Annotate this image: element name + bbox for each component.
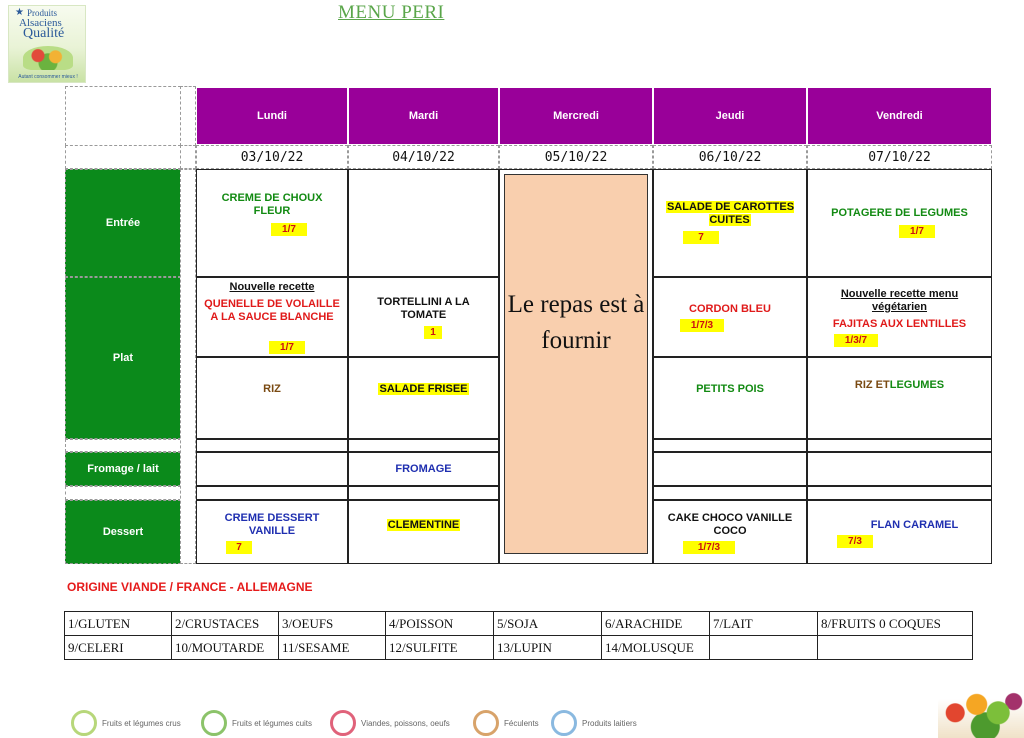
logo bbox=[8, 5, 86, 83]
allergen-cell: 5/SOJA bbox=[494, 612, 602, 636]
spacer-cell bbox=[180, 145, 196, 169]
allergen-code: 7 bbox=[226, 541, 252, 554]
entree-jeudi bbox=[653, 169, 807, 277]
spacer-column bbox=[180, 169, 196, 564]
corner-cell bbox=[65, 86, 181, 146]
spacer-row-cell bbox=[348, 439, 499, 452]
corner-cell bbox=[65, 145, 181, 169]
plat-lundi bbox=[196, 277, 348, 357]
logo-line-2: Alsaciens bbox=[19, 17, 62, 29]
spacer-row-cell bbox=[807, 486, 992, 500]
day-header-vendredi: Vendredi bbox=[807, 87, 992, 145]
date-mardi: 04/10/22 bbox=[348, 145, 499, 169]
vegetables-icon bbox=[23, 46, 73, 70]
legend-item-fruits-crus bbox=[71, 710, 181, 736]
legend-item-feculents bbox=[473, 710, 539, 736]
dish-name bbox=[654, 201, 806, 227]
fromage-lundi bbox=[196, 452, 348, 486]
fruits-cooked-icon bbox=[201, 710, 227, 736]
date-lundi: 03/10/22 bbox=[196, 145, 348, 169]
dessert-lundi bbox=[196, 500, 348, 564]
fruits-raw-icon bbox=[71, 710, 97, 736]
day-header-lundi: Lundi bbox=[196, 87, 348, 145]
dish-name-highlight: CLEMENTINE bbox=[387, 519, 460, 531]
table-row bbox=[65, 612, 973, 636]
fromage-vendredi bbox=[807, 452, 992, 486]
category-fromage: Fromage / lait bbox=[65, 452, 181, 486]
legend-item-viandes bbox=[330, 710, 450, 736]
dessert-vendredi bbox=[807, 500, 992, 564]
spacer-row-cell bbox=[196, 439, 348, 452]
dish-name-part-2: LEGUMES bbox=[889, 379, 945, 391]
spacer-row-cell bbox=[348, 486, 499, 500]
dish-name-highlight: SALADE FRISEE bbox=[379, 383, 468, 395]
allergen-cell: 13/LUPIN bbox=[494, 636, 602, 660]
dish-name: FAJITAS AUX LENTILLES bbox=[832, 318, 967, 330]
dish-name-part-1: RIZ ET bbox=[854, 379, 890, 391]
dish-name-highlight: SALADE DE CAROTTES CUITES bbox=[666, 201, 795, 226]
allergen-cell: 9/CELERI bbox=[65, 636, 172, 660]
allergen-code: 1/7 bbox=[269, 341, 305, 354]
date-vendredi: 07/10/22 bbox=[807, 145, 992, 169]
date-mercredi: 05/10/22 bbox=[499, 145, 653, 169]
dish-name bbox=[349, 383, 498, 396]
legend-label: Fruits et légumes crus bbox=[102, 718, 181, 728]
dish-name: FROMAGE bbox=[395, 463, 452, 475]
logo-line-1: Produits bbox=[27, 8, 58, 18]
legend-label: Féculents bbox=[504, 718, 539, 728]
allergen-code: 1/3/7 bbox=[834, 334, 878, 347]
dish-name: QUENELLE DE VOLAILLE A LA SAUCE BLANCHE bbox=[204, 298, 340, 323]
logo-tagline: Autant consommer mieux ! bbox=[18, 74, 78, 80]
entree-mardi bbox=[348, 169, 499, 277]
accomp-jeudi bbox=[653, 357, 807, 439]
day-header-mercredi: Mercredi bbox=[499, 87, 653, 145]
allergen-cell bbox=[710, 636, 818, 660]
dish-name: CREME DE CHOUX FLEUR bbox=[221, 192, 323, 217]
spacer-row-cell bbox=[807, 439, 992, 452]
dessert-mardi bbox=[348, 500, 499, 564]
allergen-code: 1/7 bbox=[271, 223, 307, 236]
allergen-cell: 4/POISSON bbox=[386, 612, 494, 636]
dish-note: Nouvelle recette menu végétarien bbox=[840, 288, 959, 313]
spacer-row-cell bbox=[653, 439, 807, 452]
dessert-jeudi bbox=[653, 500, 807, 564]
dish-name: POTAGERE DE LEGUMES bbox=[831, 207, 968, 219]
legend-item-laitiers bbox=[551, 710, 637, 736]
legend-item-fruits-cuits bbox=[201, 710, 312, 736]
allergen-cell: 11/SESAME bbox=[279, 636, 386, 660]
fruit-basket-image bbox=[938, 682, 1024, 738]
allergen-cell: 3/OEUFS bbox=[279, 612, 386, 636]
allergen-cell: 8/FRUITS 0 COQUES bbox=[818, 612, 973, 636]
allergen-code: 1/7/3 bbox=[683, 541, 735, 554]
spacer-row-cell bbox=[196, 486, 348, 500]
allergen-code: 1/7/3 bbox=[680, 319, 724, 332]
dish-name bbox=[808, 379, 991, 392]
plat-jeudi bbox=[653, 277, 807, 357]
spacer-cell bbox=[180, 86, 196, 146]
spacer-row bbox=[65, 439, 181, 452]
allergen-code: 1 bbox=[424, 326, 442, 339]
accomp-lundi bbox=[196, 357, 348, 439]
legend-label: Produits laitiers bbox=[582, 718, 637, 728]
spacer-row-cell bbox=[653, 486, 807, 500]
allergen-table bbox=[64, 611, 973, 660]
allergen-cell: 10/MOUTARDE bbox=[172, 636, 279, 660]
fromage-jeudi bbox=[653, 452, 807, 486]
allergen-cell: 12/SULFITE bbox=[386, 636, 494, 660]
dish-name bbox=[349, 519, 498, 532]
category-plat: Plat bbox=[65, 277, 181, 439]
legend-label: Viandes, poissons, oeufs bbox=[361, 718, 450, 728]
spacer-row bbox=[65, 486, 181, 500]
dish-name: RIZ bbox=[263, 383, 281, 395]
category-dessert: Dessert bbox=[65, 500, 181, 564]
fromage-mardi bbox=[348, 452, 499, 486]
allergen-cell: 14/MOLUSQUE bbox=[602, 636, 710, 660]
dish-name: CREME DESSERT VANILLE bbox=[224, 512, 320, 537]
allergen-cell: 7/LAIT bbox=[710, 612, 818, 636]
meat-fish-egg-icon bbox=[330, 710, 356, 736]
starch-icon bbox=[473, 710, 499, 736]
accomp-mardi bbox=[348, 357, 499, 439]
table-row bbox=[65, 636, 973, 660]
allergen-cell: 6/ARACHIDE bbox=[602, 612, 710, 636]
date-jeudi: 06/10/22 bbox=[653, 145, 807, 169]
category-entree: Entrée bbox=[65, 169, 181, 277]
allergen-cell: 1/GLUTEN bbox=[65, 612, 172, 636]
allergen-cell bbox=[818, 636, 973, 660]
allergen-cell: 2/CRUSTACES bbox=[172, 612, 279, 636]
entree-lundi bbox=[196, 169, 348, 277]
logo-line-3: Qualité bbox=[23, 26, 65, 41]
allergen-code: 7 bbox=[683, 231, 719, 244]
star-icon: ★ bbox=[15, 7, 24, 18]
legend-label: Fruits et légumes cuits bbox=[232, 718, 313, 728]
plat-vendredi bbox=[807, 277, 992, 357]
day-header-jeudi: Jeudi bbox=[653, 87, 807, 145]
dish-name: CAKE CHOCO VANILLE COCO bbox=[667, 512, 793, 537]
allergen-code: 7/3 bbox=[837, 535, 873, 548]
mercredi-repas-note: Le repas est à fournir bbox=[504, 174, 648, 554]
dish-note: Nouvelle recette bbox=[229, 281, 315, 293]
plat-mardi bbox=[348, 277, 499, 357]
page-title: MENU PERI bbox=[338, 2, 445, 23]
entree-vendredi bbox=[807, 169, 992, 277]
accomp-vendredi bbox=[807, 357, 992, 439]
dish-name: TORTELLINI A LA TOMATE bbox=[377, 296, 470, 321]
dish-name: CORDON BLEU bbox=[689, 303, 771, 315]
dish-name: FLAN CARAMEL bbox=[870, 519, 959, 531]
day-header-mardi: Mardi bbox=[348, 87, 499, 145]
dairy-icon bbox=[551, 710, 577, 736]
dish-name: PETITS POIS bbox=[696, 383, 764, 395]
allergen-code: 1/7 bbox=[899, 225, 935, 238]
origin-note: ORIGINE VIANDE / FRANCE - ALLEMAGNE bbox=[67, 580, 313, 594]
